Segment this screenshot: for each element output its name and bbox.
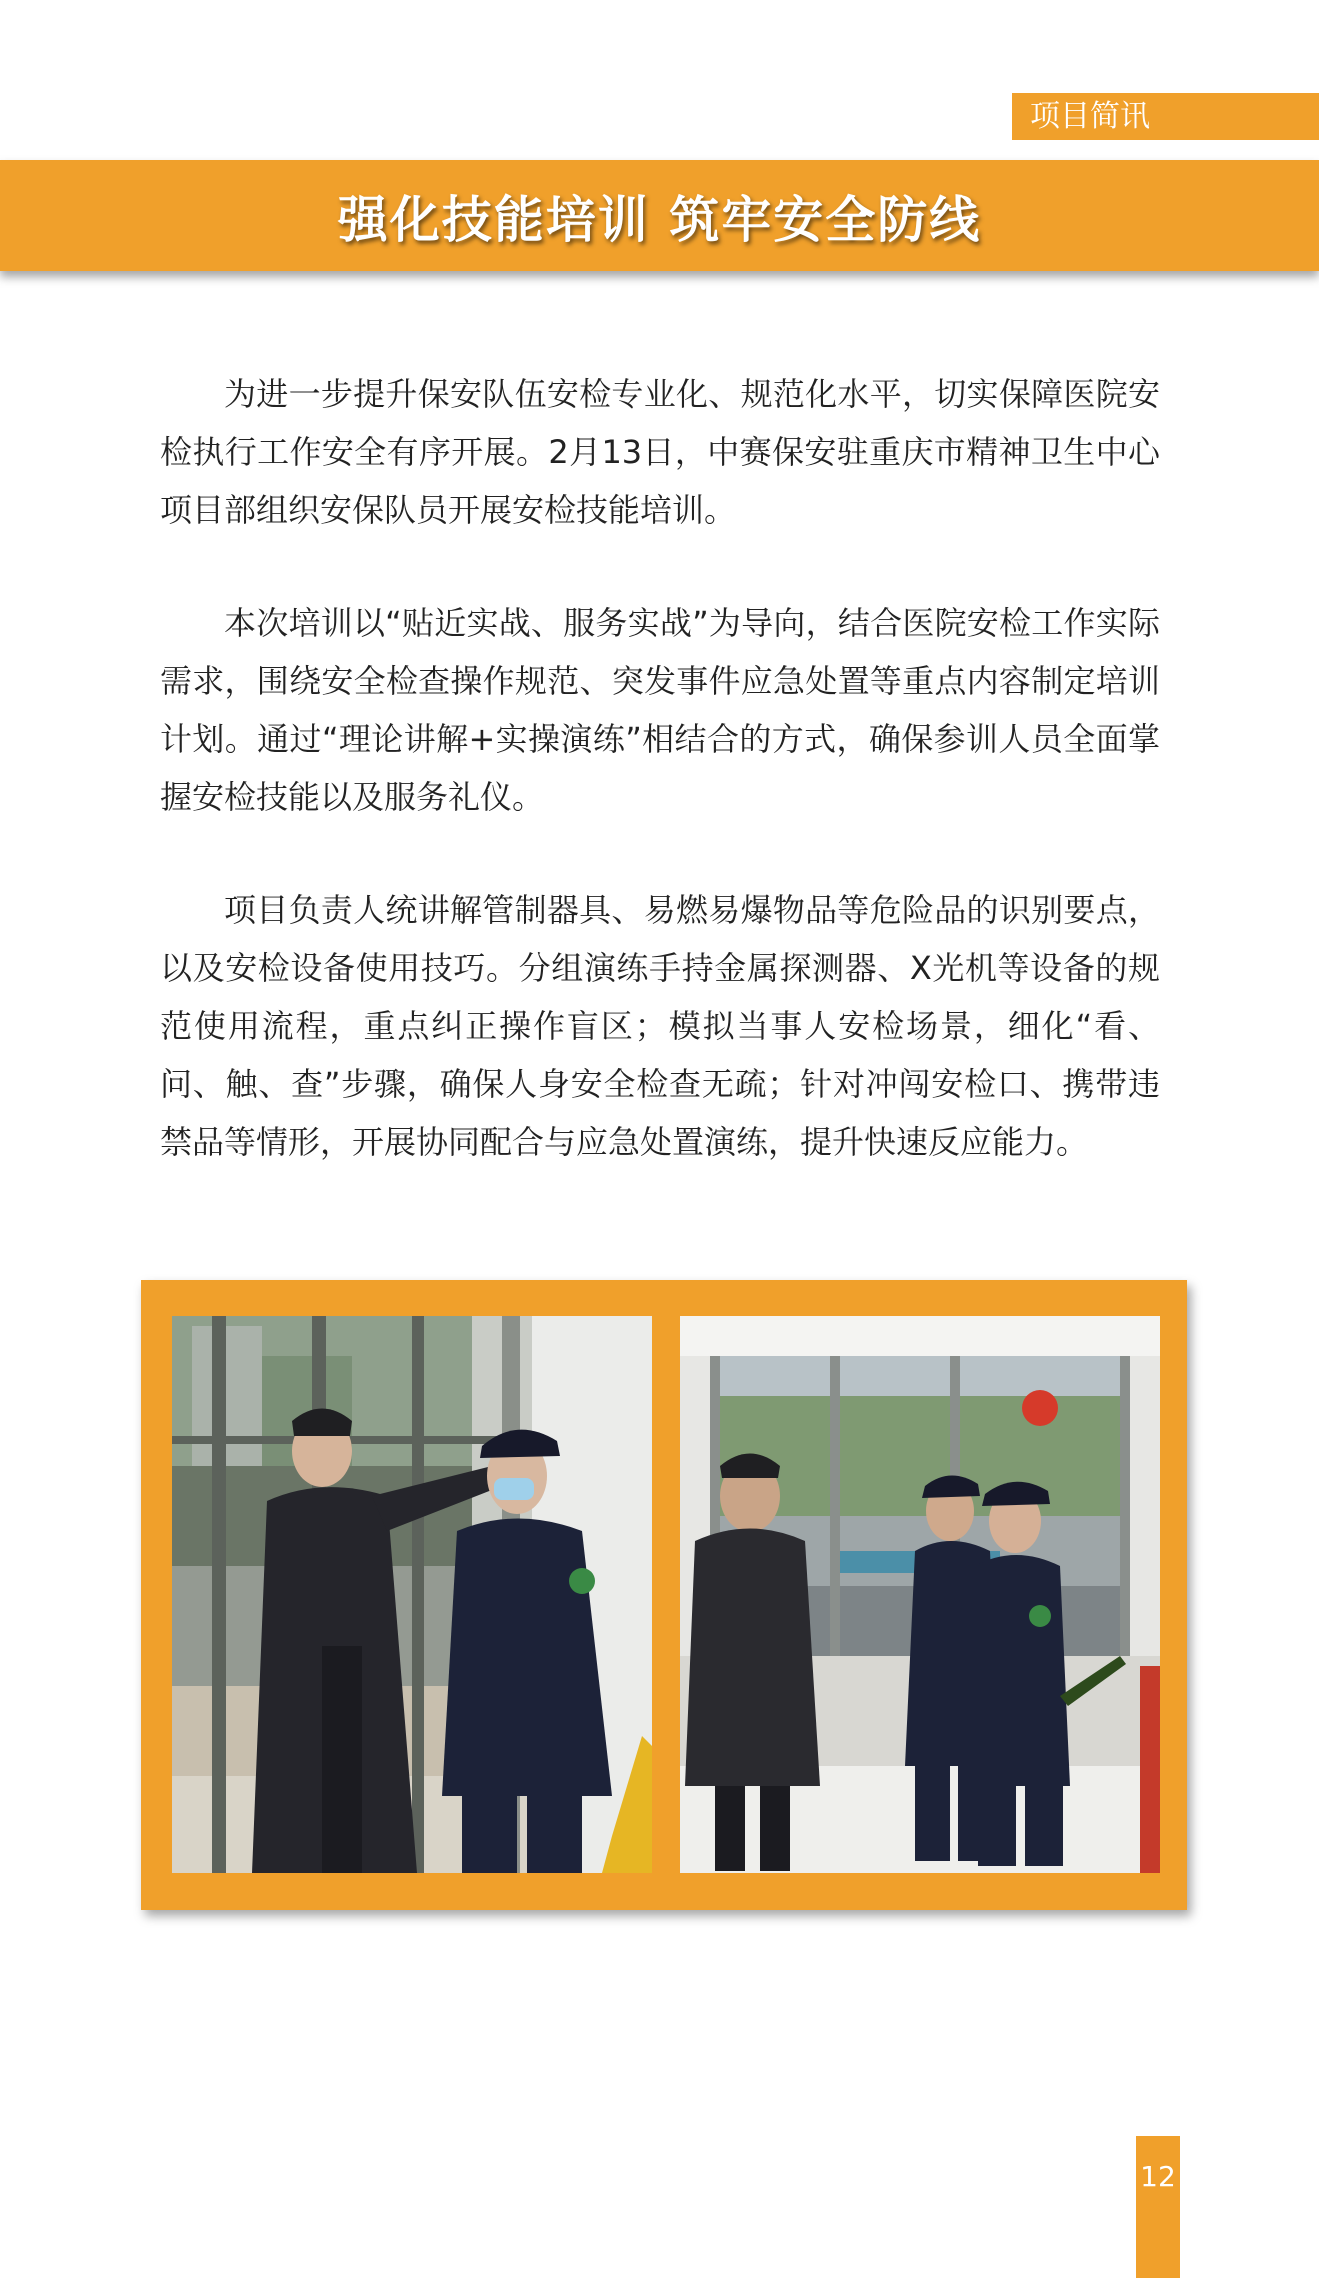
article-paragraph-1: 为进一步提升保安队伍安检专业化、规范化水平，切实保障医院安检执行工作安全有序开展。2月13日，中赛保安驻重庆市精神卫生中心项目部组织安保队员开展安检技能培训。 [160,375,1160,529]
page-number-tab [1136,2136,1180,2278]
training-photo-left [172,1316,652,1873]
article-body [160,365,1160,1226]
article-paragraph-3: 项目负责人统讲解管制器具、易燃易爆物品等危险品的识别要点，以及安检设备使用技巧。分组演练手持金属探测器、X光机等设备的规范使用流程，重点纠正操作盲区；模拟当事人安检场景，细化“看、问、触、查”步骤，确保人身安全检查无疏；针对冲闯安检口、携带违禁品等情形，开展协同配合与应急处置演练，提升快速反应能力。 [160,891,1160,1161]
training-photo-right [680,1316,1160,1873]
photo-frame [141,1280,1187,1910]
section-label: 项目简讯 [1012,93,1319,140]
title-banner [0,160,1319,271]
page-title: 强化技能培训 筑牢安全防线 [337,190,982,249]
article-paragraph-2: 本次培训以“贴近实战、服务实战”为导向，结合医院安检工作实际需求，围绕安全检查操作规范、突发事件应急处置等重点内容制定培训计划。通过“理论讲解+实操演练”相结合的方式，确保参训人员全面掌握安检技能以及服务礼仪。 [160,604,1160,816]
page-number: 12 [1140,2160,1176,2193]
